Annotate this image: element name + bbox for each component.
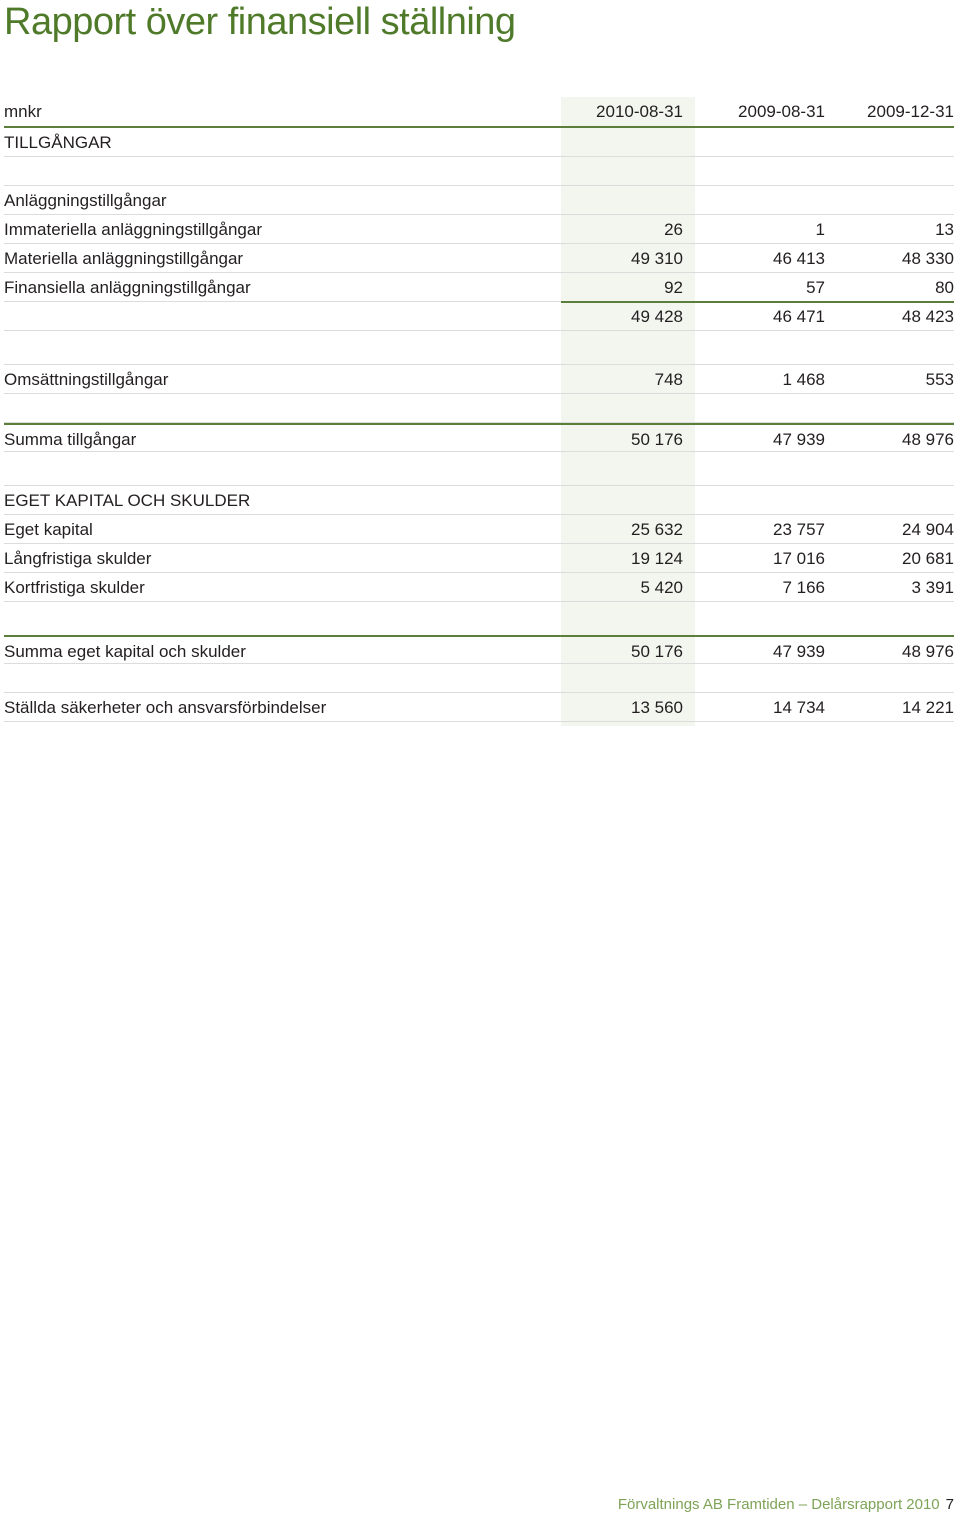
footer-text: Förvaltnings AB Framtiden – Delårsrapport 2010 [617,1496,940,1513]
table-row-langfristiga [4,544,954,573]
cell-value: 25 632 [631,520,683,539]
row-label: Finansiella anläggningstillgångar [4,278,251,297]
spacer-row [4,664,954,693]
row-label: Kortfristiga skulder [4,578,145,597]
cell-value: 24 904 [902,520,954,539]
row-label: Omsättningstillgångar [4,370,169,389]
cell-value: 48 330 [902,249,954,268]
cell-value: 48 976 [902,430,954,449]
cell-value: 553 [925,370,954,389]
cell-value: 20 681 [902,549,954,568]
table-row-anlaggning-summa [4,302,954,331]
cell-value: 1 468 [782,370,825,389]
spacer-row [4,331,954,365]
cell-value: 80 [935,278,954,297]
row-label: Ställda säkerheter och ansvarsförbindelser [4,698,327,717]
section-heading: EGET KAPITAL OCH SKULDER [4,491,251,510]
page-footer [618,1496,954,1513]
column-header-2010-08-31: 2010-08-31 [596,102,683,121]
section-row-eget-kapital-skulder [4,486,954,515]
cell-value: 13 [935,220,954,239]
cell-value: 3 391 [911,578,954,597]
subsection-row-anlaggning [4,186,954,215]
row-label: Summa eget kapital och skulder [4,642,246,661]
table-row-omsattning [4,365,954,394]
table-header-row [4,97,954,128]
spacer-row [4,602,954,635]
cell-value: 23 757 [773,520,825,539]
row-label: Materiella anläggningstillgångar [4,249,244,268]
table-row-summa-tillgangar [4,423,954,452]
unit-label: mnkr [4,102,42,121]
cell-value: 92 [664,278,683,297]
cell-value: 1 [815,220,825,239]
row-label: Eget kapital [4,520,93,539]
cell-value: 48 423 [902,307,954,326]
table-row-materiella [4,244,954,273]
spacer-row [4,157,954,186]
cell-value: 49 428 [631,307,683,326]
cell-value: 14 734 [773,698,825,717]
row-label: Immateriella anläggningstillgångar [4,220,262,239]
page-title: Rapport över finansiell ställning [4,1,516,43]
table-row-kortfristiga [4,573,954,602]
cell-value: 19 124 [631,549,683,568]
cell-value: 48 976 [902,642,954,661]
row-label: Långfristiga skulder [4,549,152,568]
spacer-row [4,452,954,486]
cell-value: 57 [806,278,825,297]
table-row-stallda-sakerheter [4,693,954,722]
cell-value: 5 420 [640,578,683,597]
cell-value: 748 [654,370,683,389]
table-row-finansiella [4,273,954,302]
cell-value: 50 176 [631,642,683,661]
table-row-immateriella [4,215,954,244]
cell-value: 13 560 [631,698,683,717]
spacer-row [4,394,954,423]
section-heading: TILLGÅNGAR [4,133,112,152]
cell-value: 17 016 [773,549,825,568]
cell-value: 26 [664,220,683,239]
cell-value: 47 939 [773,430,825,449]
cell-value: 7 166 [782,578,825,597]
cell-value: 49 310 [631,249,683,268]
cell-value: 46 471 [773,307,825,326]
row-label: Summa tillgångar [4,430,137,449]
table-row-eget-kapital [4,515,954,544]
cell-value: 14 221 [902,698,954,717]
table-row-summa-eget-kapital-skulder [4,635,954,664]
section-row-tillgangar [4,128,954,157]
page-number: 7 [945,1496,954,1513]
cell-value: 50 176 [631,430,683,449]
cell-value: 47 939 [773,642,825,661]
subsection-heading: Anläggningstillgångar [4,191,167,210]
column-header-2009-12-31: 2009-12-31 [867,102,954,121]
column-header-2009-08-31: 2009-08-31 [738,102,825,121]
cell-value: 46 413 [773,249,825,268]
balance-sheet-table [4,97,954,722]
